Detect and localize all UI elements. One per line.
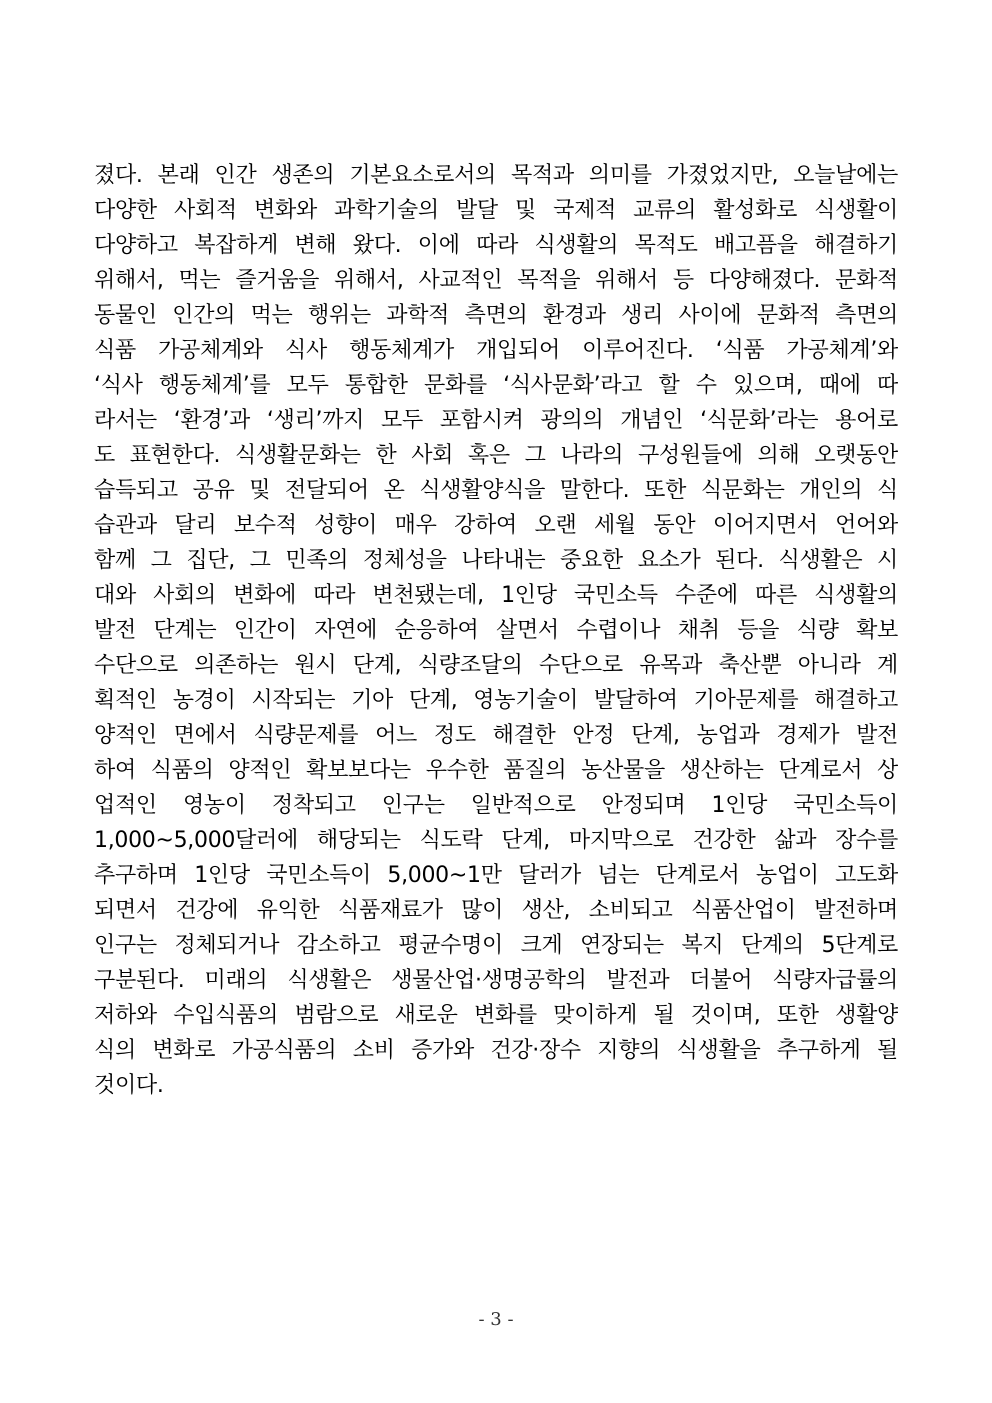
text-line: 식품 가공체계와 식사 행동체계가 개입되어 이루어진다. ‘식품 가공체계’와: [94, 338, 898, 363]
text-line: 인구는 정체되거나 감소하고 평균수명이 크게 연장되는 복지 단계의 5단계로: [94, 933, 898, 958]
text-line: 라서는 ‘환경’과 ‘생리’까지 모두 포함시켜 광의의 개념인 ‘식문화’라는 용어로: [94, 408, 898, 433]
text-line: 것이다.: [94, 1073, 164, 1098]
body-paragraph: [94, 158, 898, 1103]
text-line: 다양한 사회적 변화와 과학기술의 발달 및 국제적 교류의 활성화로 식생활이: [94, 198, 898, 223]
text-line: 업적인 영농이 정착되고 인구는 일반적으로 안정되며 1인당 국민소득이: [94, 793, 898, 818]
text-line: 추구하며 1인당 국민소득이 5,000~1만 달러가 넘는 단계로서 농업이 고도화: [94, 863, 898, 888]
text-line: 구분된다. 미래의 식생활은 생물산업·생명공학의 발전과 더불어 식량자급률의: [94, 968, 898, 993]
text-line: 수단으로 의존하는 원시 단계, 식량조달의 수단으로 유목과 축산뿐 아니라 계: [94, 653, 898, 678]
text-line: 저하와 수입식품의 범람으로 새로운 변화를 맞이하게 될 것이며, 또한 생활양: [94, 1003, 898, 1028]
text-line: 습득되고 공유 및 전달되어 온 식생활양식을 말한다. 또한 식문화는 개인의 식: [94, 478, 898, 503]
text-line: 획적인 농경이 시작되는 기아 단계, 영농기술이 발달하여 기아문제를 해결하고: [94, 688, 898, 713]
text-line: 발전 단계는 인간이 자연에 순응하여 살면서 수렵이나 채취 등을 식량 확보: [94, 618, 898, 643]
text-line: 함께 그 집단, 그 민족의 정체성을 나타내는 중요한 요소가 된다. 식생활은 시: [94, 548, 898, 573]
text-line: 다양하고 복잡하게 변해 왔다. 이에 따라 식생활의 목적도 배고픔을 해결하기: [94, 233, 898, 258]
text-line: 습관과 달리 보수적 성향이 매우 강하여 오랜 세월 동안 이어지면서 언어와: [94, 513, 898, 538]
text-line: 하여 식품의 양적인 확보보다는 우수한 품질의 농산물을 생산하는 단계로서 상: [94, 758, 898, 783]
text-line: 동물인 인간의 먹는 행위는 과학적 측면의 환경과 생리 사이에 문화적 측면의: [94, 303, 898, 328]
text-line: 도 표현한다. 식생활문화는 한 사회 혹은 그 나라의 구성원들에 의해 오랫동안: [94, 443, 898, 468]
text-line: 식의 변화로 가공식품의 소비 증가와 건강·장수 지향의 식생활을 추구하게 될: [94, 1038, 898, 1063]
text-line: 1,000~5,000달러에 해당되는 식도락 단계, 마지막으로 건강한 삶과 장수를: [94, 828, 898, 853]
text-line: 위해서, 먹는 즐거움을 위해서, 사교적인 목적을 위해서 등 다양해졌다. 문화적: [94, 268, 898, 293]
text-line: 졌다. 본래 인간 생존의 기본요소로서의 목적과 의미를 가졌었지만, 오늘날에는: [94, 163, 898, 188]
page-number: - 3 -: [478, 1309, 514, 1330]
text-line: 양적인 면에서 식량문제를 어느 정도 해결한 안정 단계, 농업과 경제가 발전: [94, 723, 898, 748]
text-line: 대와 사회의 변화에 따라 변천됐는데, 1인당 국민소득 수준에 따른 식생활의: [94, 583, 898, 608]
text-line: 되면서 건강에 유익한 식품재료가 많이 생산, 소비되고 식품산업이 발전하며: [94, 898, 898, 923]
text-line: ‘식사 행동체계’를 모두 통합한 문화를 ‘식사문화’라고 할 수 있으며, 때에 따: [94, 373, 898, 398]
